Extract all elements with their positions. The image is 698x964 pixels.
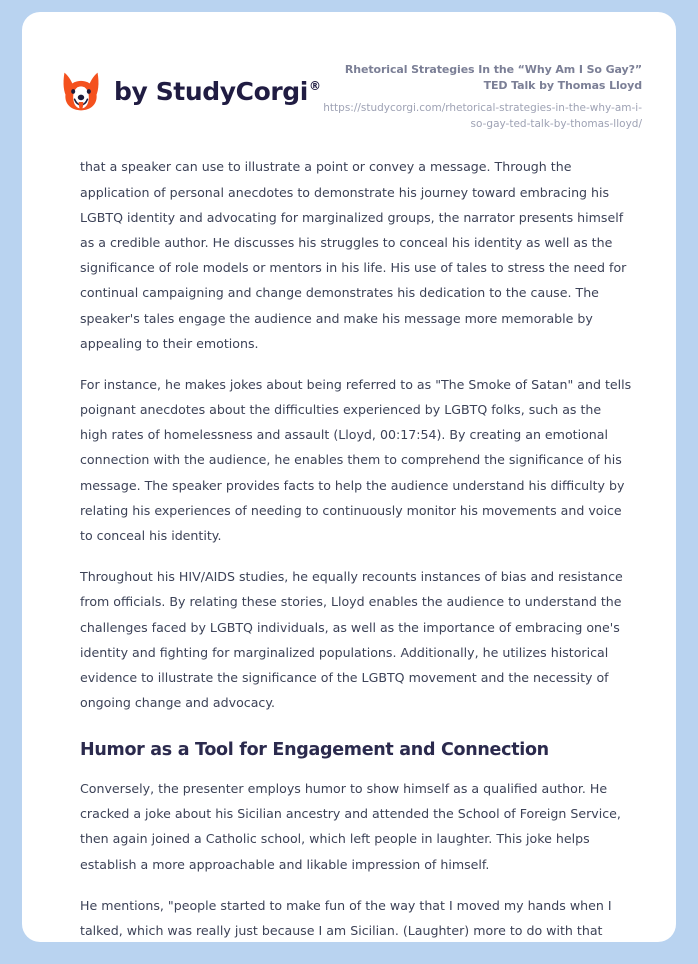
body-paragraph: that a speaker can use to illustrate a point or convey a message. Through the application of personal anecdotes to demonstrate his journey toward embracing his LGBTQ identity and advocating for marginalized groups, the narrator presents himself as a credible author. He discusses his struggles to conceal his identity as well as the significance of role models or mentors in his life. His use of tales to stress the need for continual campaigning and change demonstrates his dedication to the cause. The speaker's tales engage the audience and make his message more memorable by appealing to their emotions.: [80, 159, 627, 351]
document-body: [22, 132, 676, 942]
brand-name-text: by StudyCorgi: [114, 76, 308, 106]
brand-wordmark: [114, 77, 321, 106]
section-heading: Humor as a Tool for Engagement and Connection: [80, 740, 549, 761]
body-paragraph: Throughout his HIV/AIDS studies, he equally recounts instances of bias and resistance from officials. By relating these stories, Lloyd enables the audience to understand the challenges faced by LGBTQ individuals, as well as the importance of embracing one's identity and fighting for marginalized populations. Additionally, he utilizes historical evidence to illustrate the significance of the LGBTQ movement and the necessity of ongoing change and advocacy.: [80, 569, 623, 711]
corgi-face-icon: [58, 68, 104, 114]
registered-trademark-icon: ®: [308, 79, 321, 94]
body-paragraph-truncated: He mentions, "people started to make fun of the way that I moved my hands when I talked, which was really just because I am Sicilian. (Laughter) more to do with that: [80, 897, 612, 938]
brand-block: [58, 58, 321, 114]
document-meta: [321, 58, 642, 132]
body-paragraph: For instance, he makes jokes about being referred to as "The Smoke of Satan" and tells poignant anecdotes about the difficulties experienced by LGBTQ folks, such as the high rates of homelessness and assault (Lloyd, 00:17:54). By creating an emotional connection with the audience, he enables them to comprehend the significance of his message. The speaker provides facts to help the audience understand his difficulty by relating his experiences of needing to continuously monitor his movements and voice to conceal his identity.: [80, 376, 632, 543]
body-paragraph: Conversely, the presenter employs humor to show himself as a qualified author. He cracked a joke about his Sicilian ancestry and attended the School of Foreign Service, then again joined a Catholic school, which left people in laughter. This joke helps establish a more approachable and likable impression of himself.: [80, 781, 621, 872]
document-title: Rhetorical Strategies In the “Why Am I So Gay?” TED Talk by Thomas Lloyd: [344, 63, 642, 92]
document-header: [22, 12, 676, 132]
document-sheet: [22, 12, 676, 942]
document-url[interactable]: https://studycorgi.com/rhetorical-strategies-in-the-why-am-i-so-gay-ted-talk-by-thomas-lloyd/: [323, 101, 642, 130]
